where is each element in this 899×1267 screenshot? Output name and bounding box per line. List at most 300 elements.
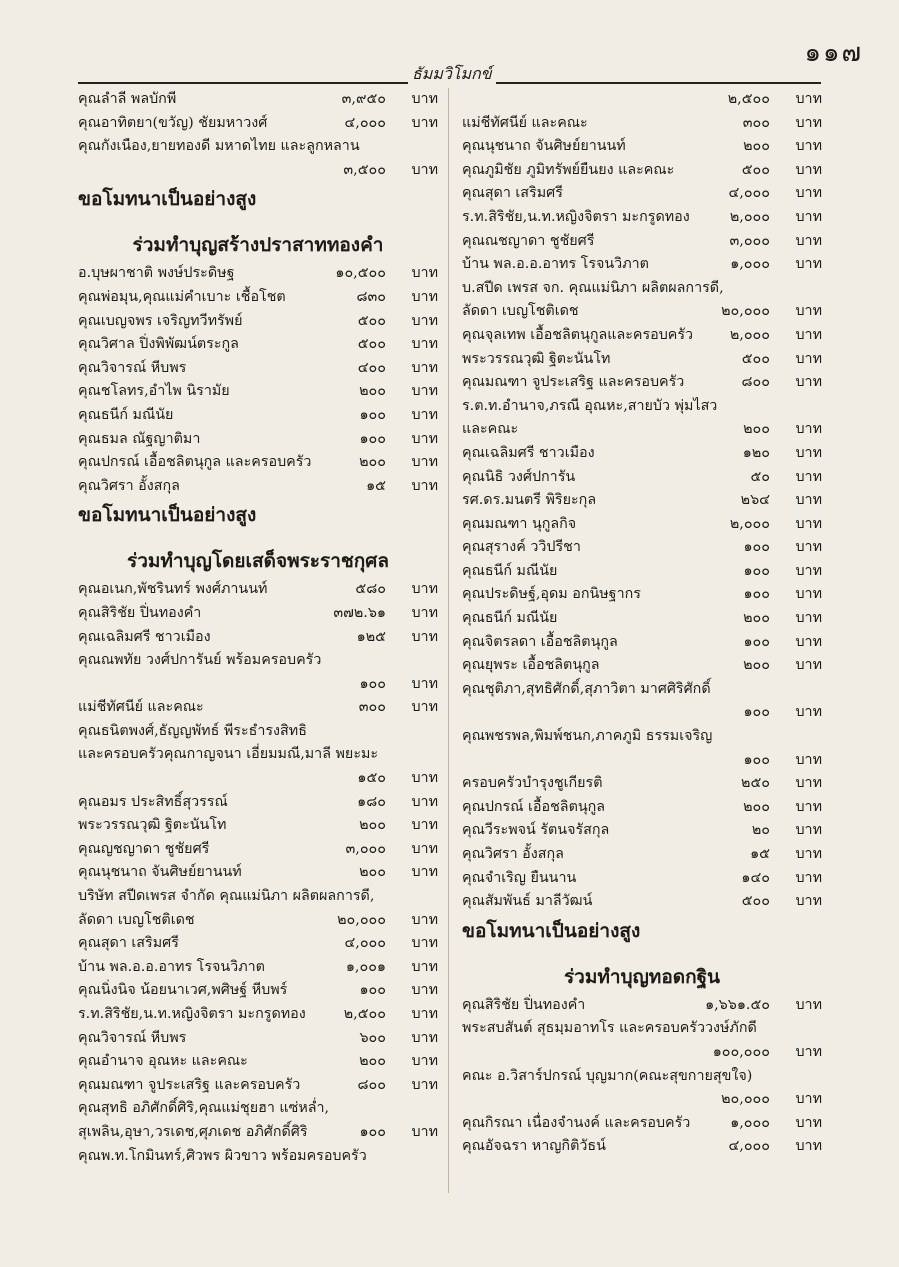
- section-gap: [462, 948, 822, 960]
- donor-entry: [78, 767, 438, 791]
- currency-unit: บาท: [795, 492, 822, 509]
- donor-entry: [78, 1074, 438, 1098]
- section-gap: [78, 216, 438, 228]
- donation-amount: ๘๐๐: [357, 1076, 386, 1093]
- donor-name: คุณวิศาล ปิ่งพิพัฒน์ตระกูล: [78, 336, 239, 353]
- donor-name: สุเพลิน,อุษา,วรเดช,ศุภเดช อภิศักดิ์ศิริ: [78, 1123, 308, 1140]
- donor-entry: [78, 743, 438, 767]
- donor-entry: [78, 286, 438, 310]
- donor-entry: [78, 932, 438, 956]
- donor-entry: [462, 159, 822, 183]
- donor-entry: [78, 720, 438, 744]
- section-gap: [78, 532, 438, 544]
- donation-amount: ๑๕: [750, 846, 770, 862]
- donor-entry: [462, 1088, 822, 1112]
- donor-name: คุณสุรางค์ ววิปรีชา: [462, 539, 581, 556]
- donation-amount: ๓,๐๐๐: [729, 232, 770, 249]
- donation-amount: ๒,๐๐๐: [729, 326, 770, 343]
- donation-amount: ๒๐๐: [359, 383, 386, 400]
- donor-name: คุณธนิตพงศ์,ธัญญพัทธ์ พีระธำรงสิทธิ: [78, 722, 307, 739]
- donor-name: แม่ชีทัศนีย์ และคณะ: [78, 699, 204, 716]
- thanks-heading: ขอโมทนาเป็นอย่างสูง: [462, 919, 641, 942]
- donation-amount: ๑๐๐: [359, 982, 386, 999]
- currency-unit: บาท: [411, 1006, 438, 1022]
- donor-entry: [462, 583, 822, 607]
- donor-entry: [462, 890, 822, 914]
- donor-name: ลัดดา เบญโชติเดช: [462, 303, 579, 320]
- donation-amount: ๒๐๐: [743, 657, 770, 674]
- currency-unit: บาท: [795, 91, 822, 107]
- donor-name: คุณเฉลิมศรี ชาวเมือง: [462, 444, 595, 461]
- donor-name: คุณธนีก์ มณีนัย: [78, 406, 174, 423]
- donor-name: คุณธมล ณัฐญาติมา: [78, 430, 201, 447]
- donor-name: อ.บุษผาชาติ พงษ์ประดิษฐ: [78, 265, 235, 282]
- currency-unit: บาท: [411, 982, 438, 999]
- donor-entry: [462, 324, 822, 348]
- donation-amount: ๑๐๐: [359, 675, 386, 692]
- currency-unit: บาท: [795, 256, 822, 273]
- donation-amount: ๕๐๐: [741, 161, 770, 178]
- donor-entry: [462, 253, 822, 277]
- donation-amount: ๑๒๐: [742, 444, 770, 461]
- currency-unit: บาท: [795, 893, 822, 910]
- donor-name: คุณเบญจพร เจริญทวีทรัพย์: [78, 312, 243, 329]
- donor-entry: [462, 489, 822, 513]
- donation-amount: ๑๔๐: [741, 869, 770, 886]
- currency-unit: บาท: [411, 935, 438, 952]
- donor-entry: [462, 560, 822, 584]
- section-heading: ร่วมทำบุญทอดกฐิน: [563, 965, 721, 988]
- donor-entry: [78, 1097, 438, 1121]
- header-title: ธัมมวิโมกข์: [408, 62, 496, 87]
- donor-name: คุณพ่อมุน,คุณแม่คำเบาะ เชื้อโชต: [78, 288, 286, 305]
- currency-unit: บาท: [411, 454, 438, 471]
- donor-entry: [462, 1135, 822, 1159]
- currency-unit: บาท: [411, 312, 438, 329]
- donor-name: ร.ท.สิริชัย,น.ท.หญิงจิตรา มะกรูดทอง: [78, 1006, 306, 1022]
- donation-amount: ๒๐,๐๐๐: [721, 1091, 770, 1108]
- donation-amount: ๑๐๐: [359, 430, 386, 447]
- donor-entry: [462, 206, 822, 230]
- donor-entry: [78, 814, 438, 838]
- donor-name: แม่ชีทัศนีย์ และคณะ: [462, 114, 588, 131]
- currency-unit: บาท: [411, 675, 438, 692]
- donor-entry: [462, 843, 822, 867]
- donor-name: คุณยุพระ เอื้อชลิตนุกูล: [462, 657, 600, 674]
- currency-unit: บาท: [795, 1091, 822, 1108]
- donor-name: คุณพ.ท.โกมินทร์,ศิวพร ผิวขาว พร้อมครอบครัว: [78, 1147, 367, 1164]
- currency-unit: บาท: [795, 232, 822, 249]
- currency-unit: บาท: [411, 265, 438, 282]
- donor-name: คุณญชญาดา ชูชัยศรี: [78, 840, 210, 857]
- donor-entry: [78, 1027, 438, 1051]
- donor-name: คุณสุดา เสริมศรี: [78, 935, 179, 952]
- donor-entry: [462, 300, 822, 324]
- donor-entry: [462, 1017, 822, 1041]
- donation-amount: ๒๐๐: [743, 798, 770, 815]
- currency-unit: บาท: [795, 185, 822, 202]
- donor-name: คุณเฉลิมศรี ชาวเมือง: [78, 628, 211, 645]
- donor-entry: [462, 348, 822, 372]
- donor-name: คุณภูมิชัย ภูมิทรัพย์ยืนยง และคณะ: [462, 161, 675, 178]
- donor-name: คุณกิรณา เนื่องจำนงค์ และครอบครัว: [462, 1114, 691, 1131]
- currency-unit: บาท: [411, 336, 438, 353]
- currency-unit: บาท: [795, 1043, 822, 1060]
- currency-unit: บาท: [795, 562, 822, 579]
- currency-unit: บาท: [411, 817, 438, 834]
- donor-entry: [462, 654, 822, 678]
- donor-entry: [78, 135, 438, 159]
- donor-name: คุณนุชนาถ จันศิษย์ยานนท์: [78, 864, 242, 881]
- donation-amount: ๒๕๐: [741, 775, 770, 792]
- section-heading: ร่วมทำบุญโดยเสด็จพระราชกุศล: [127, 550, 389, 573]
- donor-entry: [462, 867, 822, 891]
- currency-unit: บาท: [795, 138, 822, 155]
- donor-entry: [78, 1050, 438, 1074]
- donor-name: คุณประดิษฐ์,อุดม อกนิษฐากร: [462, 586, 641, 603]
- currency-unit: บาท: [795, 822, 822, 839]
- donation-amount: ๑๐๐: [743, 539, 770, 556]
- donor-name: คุณนุชนาถ จันศิษย์ยานนท์: [462, 138, 626, 155]
- donor-name: ร.ท.สิริชัย,น.ท.หญิงจิตรา มะกรูดทอง: [462, 208, 690, 225]
- donor-name: คุณอมร ประสิทธิ์สุวรรณ์: [78, 793, 228, 810]
- donor-name: คุณจำเริญ ยืนนาน: [462, 869, 577, 886]
- donor-entry: [78, 1121, 438, 1145]
- currency-unit: บาท: [795, 846, 822, 862]
- donor-name: และคณะ: [462, 421, 519, 438]
- donor-entry: [462, 88, 822, 112]
- currency-unit: บาท: [411, 288, 438, 305]
- currency-unit: บาท: [411, 1076, 438, 1093]
- currency-unit: บาท: [795, 515, 822, 532]
- currency-unit: บาท: [411, 114, 438, 131]
- donation-amount: ๒๐,๐๐๐: [337, 911, 386, 928]
- donor-entry: [78, 380, 438, 404]
- donation-amount: ๒๐: [751, 822, 770, 839]
- donor-entry: [462, 536, 822, 560]
- donation-amount: ๓๐๐: [742, 114, 770, 131]
- donor-entry: [462, 1112, 822, 1136]
- donor-entry: [462, 819, 822, 843]
- donor-name: คุณธนีก์ มณีนัย: [462, 610, 558, 627]
- donor-name: คณะ อ.วิสาร์ปกรณ์ บุญมาก(คณะสุขกายสุขใจ): [462, 1067, 753, 1084]
- currency-unit: บาท: [411, 604, 438, 621]
- donor-name: พระสบสันต์ สุธมฺมอาทโร และครอบครัววงษ์ภักดี: [462, 1020, 757, 1037]
- donation-amount: ๒,๕๐๐: [343, 1006, 386, 1022]
- currency-unit: บาท: [411, 864, 438, 881]
- donation-amount: ๒๐๐: [359, 1053, 386, 1070]
- donor-entry: [78, 428, 438, 452]
- donor-entry: [462, 631, 822, 655]
- donor-name: คุณนิ่งนิจ น้อยนาเวศ,พศิษฐ์ หีบพร์: [78, 982, 288, 999]
- left-column: [78, 88, 438, 1168]
- currency-unit: บาท: [411, 840, 438, 857]
- donation-amount: ๑๕: [366, 477, 386, 494]
- currency-unit: บาท: [411, 793, 438, 810]
- donor-entry: [78, 262, 438, 286]
- donor-entry: [462, 772, 822, 796]
- donation-amount: ๔,๐๐๐: [728, 185, 770, 202]
- donation-amount: ๒๐,๐๐๐: [721, 303, 770, 320]
- donation-amount: ๕๘๐: [355, 581, 386, 598]
- currency-unit: บาท: [795, 704, 822, 721]
- donor-entry: [78, 909, 438, 933]
- donation-amount: ๘๓๐: [356, 288, 386, 305]
- currency-unit: บาท: [411, 958, 438, 975]
- donor-name: คุณวีระพจน์ รัตนจรัสกุล: [462, 822, 610, 839]
- donor-entry: [78, 885, 438, 909]
- donor-name: พระวรรณวุฒิ ฐิตะนันโท: [78, 817, 227, 834]
- column-divider: [448, 88, 449, 1193]
- donor-name: บ.สปีด เพรส จก. คุณแม่นิภา ผลิตผลการดี,: [462, 279, 724, 296]
- donation-amount: ๑๐๐: [359, 1123, 386, 1140]
- donor-entry: [462, 725, 822, 749]
- donation-amount: ๒๐๐: [743, 610, 770, 627]
- donor-name: บริษัท สปีดเพรส จำกัด คุณแม่นิภา ผลิตผลการดี,: [78, 888, 375, 905]
- donation-amount: ๒,๐๐๐: [729, 208, 770, 225]
- donor-name: คุณสิริชัย ปิ่นทองคำ: [462, 996, 586, 1013]
- donation-amount: ๑๐๐: [743, 751, 770, 768]
- donor-entry: [78, 333, 438, 357]
- currency-unit: บาท: [795, 539, 822, 556]
- donor-entry: [78, 88, 438, 112]
- donor-name: คุณจิตรลดา เอื้อชลิตนุกูล: [462, 633, 618, 650]
- currency-unit: บาท: [411, 383, 438, 400]
- donor-entry: [462, 701, 822, 725]
- donation-amount: ๕๐๐: [357, 312, 386, 329]
- donor-entry: [78, 979, 438, 1003]
- donor-entry: [78, 159, 438, 183]
- currency-unit: บาท: [411, 406, 438, 423]
- donor-entry: [462, 395, 822, 419]
- donor-entry: [78, 602, 438, 626]
- currency-unit: บาท: [795, 326, 822, 343]
- donor-name: คุณนิธิ วงศ์ปการัน: [462, 468, 576, 485]
- donor-name: บ้าน พล.อ.อ.อาทร โรจนวิภาต: [462, 256, 649, 273]
- donor-name: รศ.ดร.มนตรี พิริยะกุล: [462, 492, 597, 509]
- donor-entry: [462, 442, 822, 466]
- donation-amount: ๒๖๔: [740, 492, 770, 509]
- currency-unit: บาท: [795, 208, 822, 225]
- donor-entry: [78, 673, 438, 697]
- donor-name: คุณอเนก,พัชรินทร์ พงศ์ภานนท์: [78, 581, 268, 598]
- donation-amount: ๑๐๐: [743, 586, 770, 603]
- header-rule: [78, 62, 821, 84]
- donor-name: คุณปกรณ์ เอื้อชลิตนุกูล และครอบครัว: [78, 454, 312, 471]
- donor-name: คุณณพทัย วงศ์ปการันย์ พร้อมครอบครัว: [78, 652, 322, 669]
- donation-amount: ๕๐: [750, 468, 770, 485]
- donation-amount: ๓,๐๐๐: [345, 840, 386, 857]
- donor-entry: [462, 1065, 822, 1089]
- donor-name: คุณสุทธิ อภิศักดิ์ศิริ,คุณแม่ชุยฮา แซ่หล่ำ,: [78, 1100, 330, 1117]
- donation-amount: ๘๐๐: [741, 374, 770, 391]
- donation-amount: ๓๐๐: [358, 699, 386, 716]
- donor-entry: [78, 956, 438, 980]
- donation-amount: ๒๐๐: [359, 817, 386, 834]
- thanks-heading: ขอโมทนาเป็นอย่างสูง: [78, 188, 257, 211]
- donor-entry: [462, 678, 822, 702]
- donor-entry: [78, 626, 438, 650]
- currency-unit: บาท: [795, 869, 822, 886]
- currency-unit: บาท: [411, 699, 438, 716]
- donor-entry: [78, 475, 438, 499]
- currency-unit: บาท: [795, 657, 822, 674]
- currency-unit: บาท: [411, 477, 438, 494]
- donation-amount: ๔,๐๐๐: [344, 114, 386, 131]
- donor-name: คุณกังเนือง,ยายทองดี มหาดไทย และลูกหลาน: [78, 138, 360, 155]
- currency-unit: บาท: [795, 996, 822, 1013]
- donor-name: คุณจุลเทพ เอื้อชลิตนุกูลและครอบครัว: [462, 326, 694, 343]
- donation-amount: ๒๐๐: [743, 421, 770, 438]
- donation-amount: ๑๐,๕๐๐: [335, 265, 386, 282]
- donor-entry: [78, 310, 438, 334]
- thanks-heading: ขอโมทนาเป็นอย่างสูง: [78, 504, 257, 527]
- donor-entry: [462, 607, 822, 631]
- donor-entry: [78, 357, 438, 381]
- currency-unit: บาท: [795, 798, 822, 815]
- donor-entry: [462, 371, 822, 395]
- donor-entry: [78, 1145, 438, 1169]
- donor-name: พระวรรณวุฒิ ฐิตะนันโท: [462, 350, 611, 367]
- donor-name: คุณชุติภา,สุทธิศักดิ์,สุภาวิตา มาศศิริศักดิ์: [462, 680, 711, 697]
- currency-unit: บาท: [411, 91, 438, 107]
- donor-entry: [78, 404, 438, 428]
- donation-amount: ๓๗๒.๖๑: [333, 604, 386, 621]
- page-number: ๑๑๗: [804, 38, 863, 68]
- currency-unit: บาท: [795, 610, 822, 627]
- donor-name: คุณพชรพล,พิมพ์ชนก,ภาคภูมิ ธรรมเจริญ: [462, 728, 713, 745]
- donor-entry: [462, 230, 822, 254]
- donor-entry: [462, 112, 822, 136]
- donation-amount: ๑๘๐: [357, 793, 386, 810]
- donation-amount: ๒๐๐: [743, 138, 770, 155]
- donor-name: คุณสุดา เสริมศรี: [462, 185, 563, 202]
- donation-amount: ๕๐๐: [357, 336, 386, 353]
- donor-name: คุณวิศรา อั้งสกุล: [462, 846, 564, 862]
- donation-amount: ๑๐๐,๐๐๐: [712, 1043, 770, 1060]
- donation-amount: ๒๐๐: [359, 864, 386, 881]
- donor-entry: [462, 513, 822, 537]
- currency-unit: บาท: [795, 633, 822, 650]
- donor-entry: [78, 1003, 438, 1027]
- donation-amount: ๒,๐๐๐: [729, 515, 770, 532]
- donation-amount: ๕๐๐: [741, 350, 770, 367]
- donor-name: คุณสิริชัย ปิ่นทองคำ: [78, 604, 202, 621]
- donor-name: คุณสัมพันธ์ มาลีวัฒน์: [462, 893, 593, 910]
- donation-amount: ๑๐๐: [743, 633, 770, 650]
- donation-amount: ๑๐๐: [359, 406, 386, 423]
- donor-entry: [78, 649, 438, 673]
- donor-entry: [78, 451, 438, 475]
- donation-amount: ๑,๖๖๑.๕๐: [705, 996, 770, 1013]
- donation-amount: ๖๐๐: [359, 1029, 386, 1046]
- donor-name: และครอบครัวคุณกาญจนา เอี่ยมมณี,มาลี พยะมะ: [78, 746, 379, 763]
- currency-unit: บาท: [795, 468, 822, 485]
- donation-amount: ๑,๐๐๐: [730, 1114, 770, 1131]
- donation-amount: ๔,๐๐๐: [344, 935, 386, 952]
- donor-name: คุณปกรณ์ เอื้อชลิตนุกูล: [462, 798, 606, 815]
- currency-unit: บาท: [795, 350, 822, 367]
- donor-name: คุณมณฑา จูประเสริฐ และครอบครัว: [462, 374, 685, 391]
- currency-unit: บาท: [411, 911, 438, 928]
- currency-unit: บาท: [795, 1114, 822, 1131]
- donor-entry: [78, 696, 438, 720]
- currency-unit: บาท: [795, 1138, 822, 1155]
- donor-name: คุณลำลี พลบักพี: [78, 91, 177, 107]
- donor-name: คุณชโลทร,อำไพ นิรามัย: [78, 383, 230, 400]
- donor-name: คุณวิศรา อั้งสกุล: [78, 477, 180, 494]
- donor-name: คุณมณฑา นุกูลกิจ: [462, 515, 577, 532]
- donor-entry: [462, 466, 822, 490]
- donor-entry: [78, 838, 438, 862]
- donor-entry: [78, 861, 438, 885]
- donor-entry: [78, 112, 438, 136]
- donor-name: คุณอาทิตยา(ขวัญ) ชัยมหาวงศ์: [78, 114, 268, 131]
- donation-amount: ๑๐๐: [743, 704, 770, 721]
- currency-unit: บาท: [411, 581, 438, 598]
- donor-entry: [462, 994, 822, 1018]
- donor-entry: [78, 578, 438, 602]
- donor-name: คุณอัจฉรา หาญกิติวัธน์: [462, 1138, 606, 1155]
- donation-amount: ๓,๙๕๐: [341, 91, 386, 107]
- currency-unit: บาท: [795, 775, 822, 792]
- donation-amount: ๒,๕๐๐: [727, 91, 770, 107]
- currency-unit: บาท: [411, 1123, 438, 1140]
- currency-unit: บาท: [411, 161, 438, 178]
- right-column: [462, 88, 822, 1159]
- currency-unit: บาท: [411, 770, 438, 787]
- donor-name: คุณอำนาจ อุณหะ และคณะ: [78, 1053, 248, 1070]
- donor-entry: [462, 277, 822, 301]
- donor-name: คุณณชญาดา ชูชัยศรี: [462, 232, 595, 249]
- currency-unit: บาท: [411, 1053, 438, 1070]
- donor-name: บ้าน พล.อ.อ.อาทร โรจนวิภาต: [78, 958, 265, 975]
- donation-amount: ๑๒๕: [356, 628, 386, 645]
- donor-name: คุณมณฑา จูประเสริฐ และครอบครัว: [78, 1076, 301, 1093]
- donor-entry: [462, 1041, 822, 1065]
- donation-amount: ๒๐๐: [359, 454, 386, 471]
- donor-entry: [462, 182, 822, 206]
- donor-entry: [462, 796, 822, 820]
- currency-unit: บาท: [411, 359, 438, 376]
- donation-amount: ๑๕๐: [357, 770, 386, 787]
- donation-amount: ๔,๐๐๐: [728, 1138, 770, 1155]
- currency-unit: บาท: [795, 161, 822, 178]
- currency-unit: บาท: [795, 114, 822, 131]
- currency-unit: บาท: [795, 751, 822, 768]
- currency-unit: บาท: [795, 444, 822, 461]
- donor-entry: [462, 135, 822, 159]
- currency-unit: บาท: [795, 303, 822, 320]
- donor-name: คุณวิจารณ์ หีบพร: [78, 1029, 187, 1046]
- donor-name: คุณธนีก์ มณีนัย: [462, 562, 558, 579]
- donor-entry: [462, 418, 822, 442]
- donor-entry: [462, 749, 822, 773]
- donation-amount: ๕๐๐: [741, 893, 770, 910]
- currency-unit: บาท: [795, 374, 822, 391]
- donor-name: ร.ต.ท.อำนาจ,ภรณี อุณหะ,สายบัว พุ่มไสว: [462, 397, 718, 414]
- donation-amount: ๑๐๐: [743, 562, 770, 579]
- donation-amount: ๑,๐๐๐: [730, 256, 770, 273]
- currency-unit: บาท: [411, 1029, 438, 1046]
- donation-amount: ๓,๕๐๐: [343, 161, 386, 178]
- currency-unit: บาท: [411, 628, 438, 645]
- donor-name: คุณวิจารณ์ หีบพร: [78, 359, 187, 376]
- section-heading: ร่วมทำบุญสร้างปราสาททองคำ: [132, 234, 384, 257]
- currency-unit: บาท: [795, 586, 822, 603]
- donor-entry: [78, 791, 438, 815]
- donor-name: ครอบครัวบำรุงชูเกียรติ: [462, 775, 603, 792]
